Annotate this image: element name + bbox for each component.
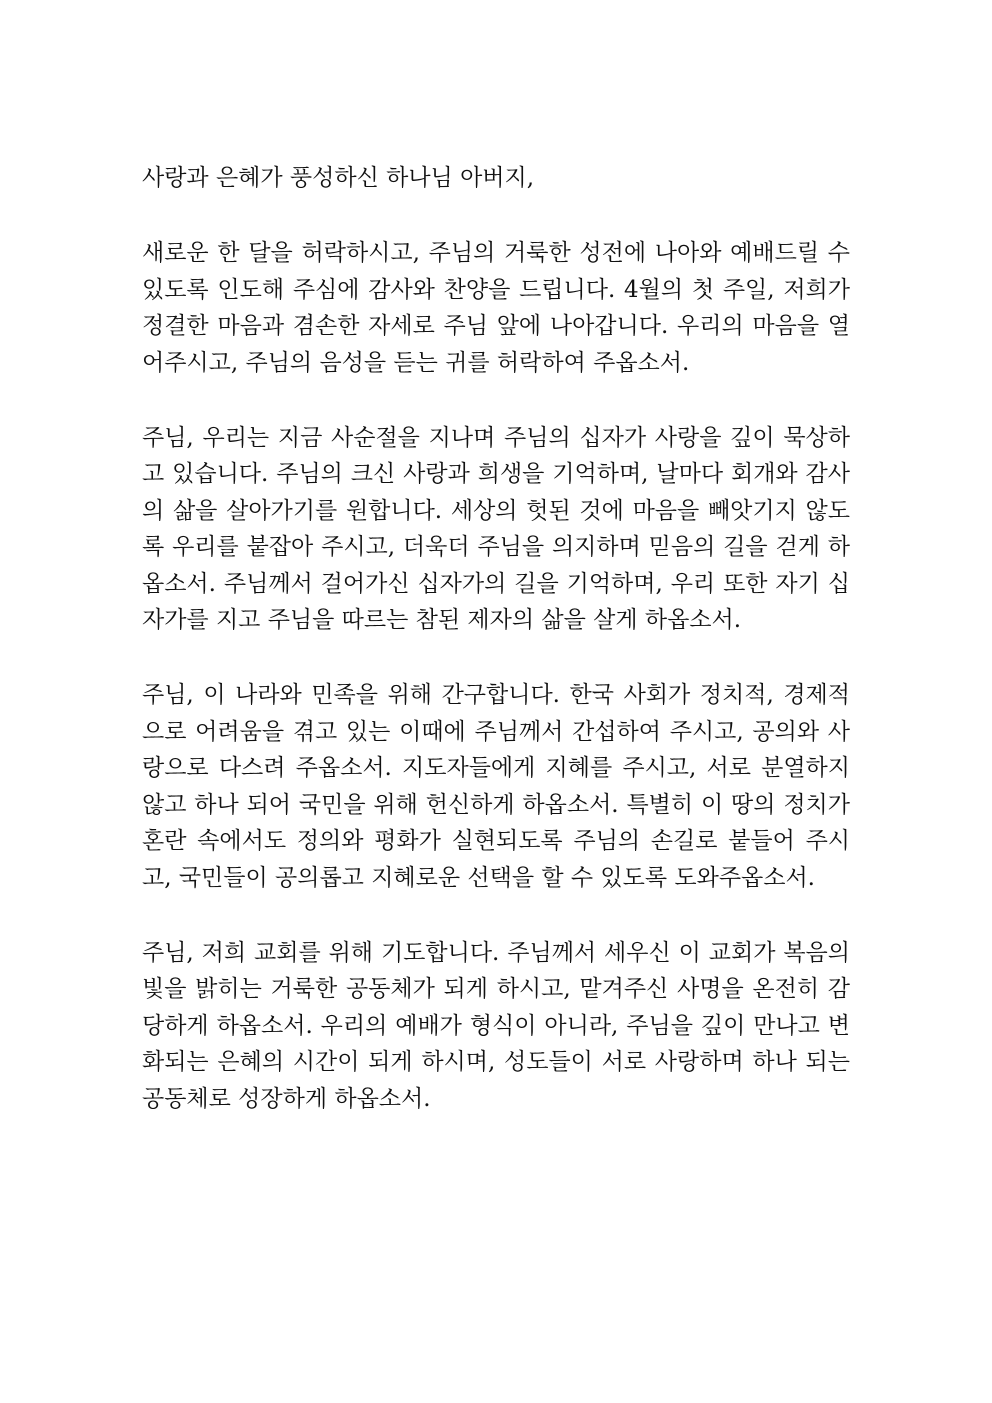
prayer-text: [142, 160, 850, 1117]
paragraph-thanksgiving: 새로운 한 달을 허락하시고, 주님의 거룩한 성전에 나아와 예배드릴 수 있도록 인도해 주심에 감사와 찬양을 드립니다. 4월의 첫 주일, 저희가 정결한 마음과 겸손한 자세로 주님 앞에 나아갑니다. 우리의 마음을 열어주시고, 주님의 음성을 듣는 귀를 허락하여 주옵소서.: [142, 240, 850, 376]
paragraph-lent: 주님, 우리는 지금 사순절을 지나며 주님의 십자가 사랑을 깊이 묵상하고 있습니다. 주님의 크신 사랑과 희생을 기억하며, 날마다 회개와 감사의 삶을 살아가기를 원합니다. 세상의 헛된 것에 마음을 빼앗기지 않도록 우리를 붙잡아 주시고, 더욱더 주님을 의지하며 믿음의 길을 걷게 하옵소서. 주님께서 걸어가신 십자가의 길을 기억하며, 우리 또한 자기 십자가를 지고 주님을 따르는 참된 제자의 삶을 살게 하옵소서.: [142, 425, 850, 634]
paragraph-church: 주님, 저희 교회를 위해 기도합니다. 주님께서 세우신 이 교회가 복음의 빛을 밝히는 거룩한 공동체가 되게 하시고, 맡겨주신 사명을 온전히 감당하게 하옵소서. 우리의 예배가 형식이 아니라, 주님을 깊이 만나고 변화되는 은혜의 시간이 되게 하시며, 성도들이 서로 사랑하며 하나 되는 공동체로 성장하게 하옵소서.: [142, 939, 850, 1112]
paragraph-nation: 주님, 이 나라와 민족을 위해 간구합니다. 한국 사회가 정치적, 경제적으로 어려움을 겪고 있는 이때에 주님께서 간섭하여 주시고, 공의와 사랑으로 다스려 주옵소서. 지도자들에게 지혜를 주시고, 서로 분열하지 않고 하나 되어 국민을 위해 헌신하게 하옵소서. 특별히 이 땅의 정치가 혼란 속에서도 정의와 평화가 실현되도록 주님의 손길로 붙들어 주시고, 국민들이 공의롭고 지혜로운 선택을 할 수 있도록 도와주옵소서.: [142, 682, 850, 891]
greeting-line: 사랑과 은혜가 풍성하신 하나님 아버지,: [142, 165, 535, 191]
